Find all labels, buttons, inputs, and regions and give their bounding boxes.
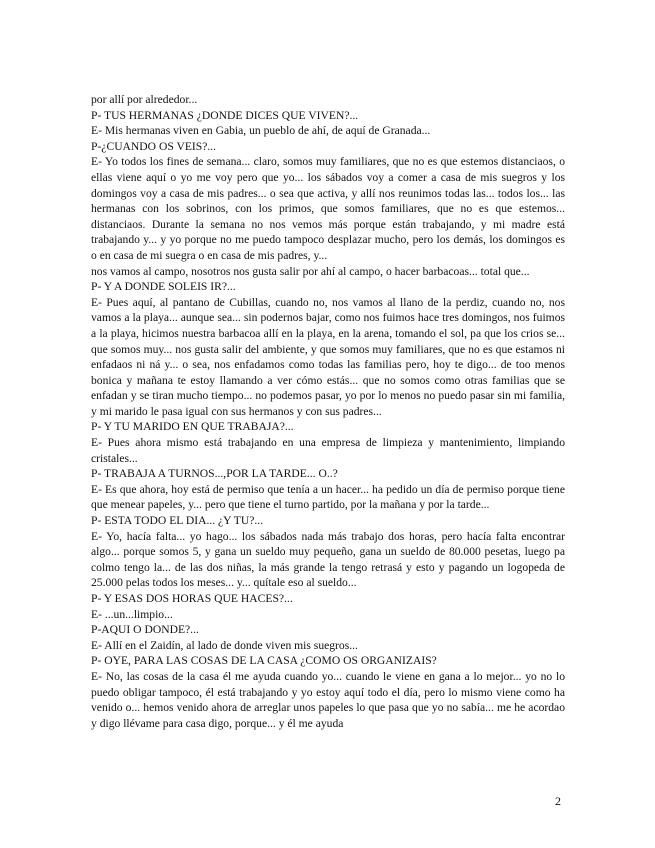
answer-where: E- Allí en el Zaidín, al lado de donde viven mis suegros... xyxy=(91,638,358,652)
answer-all-day: E- Yo, hacía falta... yo hago... los sábados nada más trabajo dos horas, pero hacía falta encontrar algo... porque somos 5, y gana un sueldo muy pequeño, gana un sueldo de 80.000 pesetas, luego pa colmo tengo la... de las dos niñas, la más grande la tengo retrasá y esto y pagando un logopeda de 25.000 pelas todos los meses... y... quítale eso al sueldo... xyxy=(91,529,565,590)
answer-house-chores: E- No, las cosas de la casa él me ayuda cuando yo... cuando le viene en gana a lo mejor... yo no lo puedo obligar tampoco, él está trabajando y yo estoy aquí todo el día, pero lo mismo viene como ha venido o... hemos venido ahora de arreglar unos papeles lo que pasa que yo no sabía... me he acordao y digo llévame para casa digo, porque... y él me ayuda xyxy=(91,669,565,730)
question-house-chores: P- OYE, PARA LAS COSAS DE LA CASA ¿COMO OS ORGANIZAIS? xyxy=(91,654,437,668)
answer-husband-work: E- Pues ahora mismo está trabajando en una empresa de limpieza y mantenimiento, limpiando cristales... xyxy=(91,436,565,465)
question-where-go: P- Y A DONDE SOLEIS IR?... xyxy=(91,280,236,294)
question-shifts: P- TRABAJA A TURNOS...,POR LA TARDE... O..? xyxy=(91,467,338,481)
answer-when-meet-continued: nos vamos al campo, nosotros nos gusta salir por ahí al campo, o hacer barbacoas... total que... xyxy=(91,264,530,278)
page-number: 2 xyxy=(555,794,561,808)
question-husband-work: P- Y TU MARIDO EN QUE TRABAJA?... xyxy=(91,420,294,434)
answer-two-hours: E- ...un...limpio... xyxy=(91,607,173,621)
question-where: P-AQUI O DONDE?... xyxy=(91,623,199,637)
question-when-meet: P-¿CUANDO OS VEIS?... xyxy=(91,139,217,153)
answer-sisters-location: E- Mis hermanas viven en Gabia, un pueblo de ahí, de aquí de Granada... xyxy=(91,124,431,138)
question-sisters-location: P- TUS HERMANAS ¿DONDE DICES QUE VIVEN?... xyxy=(91,108,359,122)
question-all-day: P- ESTA TODO EL DIA... ¿Y TU?... xyxy=(91,514,264,528)
paragraph-continuation: por allí por alrededor... xyxy=(91,93,198,106)
answer-where-go: E- Pues aquí, al pantano de Cubillas, cuando no, nos vamos al llano de la perdiz, cuando no, nos vamos a la playa... aunque sea... sin podernos bajar, como nos fuimos hace tres domingos, nos fuimos a la playa, hicimos nuestra barbacoa allí en la playa, en la arena, tomando el sol, pa que los crios se... que somos muy... nos gusta salir del ambiente, y que somos muy familiares, que no es que estamos ni enfadaos ni ná y... o sea, nos enfadamos como todas las familias pero, hoy te digo... de too menos bonica y mañana te estoy llamando a ver cómo estás... que no somos como otras familias que se enfadan y se tiran mucho tiempo... no podemos pasar, yo por lo menos no puedo pasar sin mi familia, y mi marido le pasa igual con sus hermanos y con sus padres... xyxy=(91,295,565,418)
answer-when-meet: E- Yo todos los fines de semana... claro, somos muy familiares, que no es que estemos distanciaos, o ellas viene aquí o yo me voy pero que yo... los sábados voy a comer a casa de mis suegros y los domingos voy a casa de mis padres... o sea que activa, y allí nos reunimos todas las... todos los... las hermanas con los sobrinos, con los primos, que somos familiares, que no es que estemos... distanciaos. Durante la semana no nos vemos más porque están trabajando, y mi madre está trabajando y... y yo porque no me puedo tampoco desplazar mucho, pero los demás, los domingos es o en casa de mi suegra o en casa de mis padres, y... xyxy=(91,155,565,262)
question-two-hours: P- Y ESAS DOS HORAS QUE HACES?... xyxy=(91,592,293,605)
answer-shifts: E- Es que ahora, hoy está de permiso que tenía a un hacer... ha pedido un día de permiso porque tiene que menear papeles, y... pero que tiene el turno partido, por la mañana y por la tarde... xyxy=(91,482,565,512)
transcript-body xyxy=(91,92,565,731)
